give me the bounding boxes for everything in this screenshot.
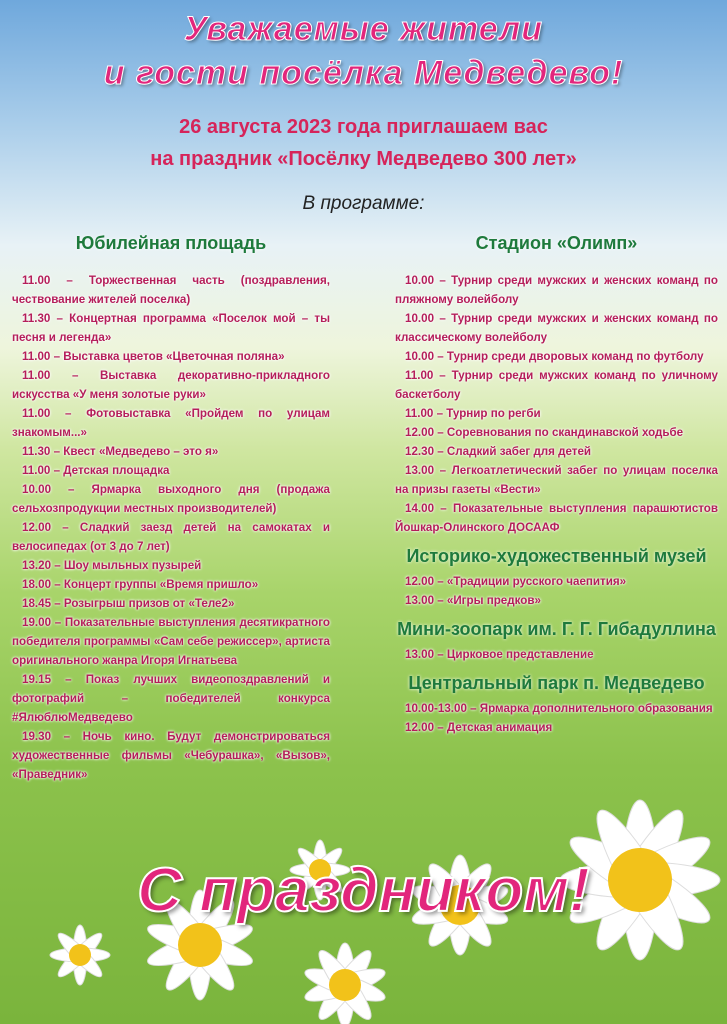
schedule-item: 13.20 – Шоу мыльных пузырей bbox=[22, 559, 202, 572]
schedule-item: 13.00 – Легкоатлетический забег по улицам поселка на призы газеты «Вести» bbox=[395, 464, 718, 496]
schedule-item: 13.00 – «Игры предков» bbox=[405, 594, 541, 607]
schedule-item: 18.45 – Розыгрыш призов от «Теле2» bbox=[22, 597, 235, 610]
program-label: В программе: bbox=[302, 193, 425, 214]
right-column bbox=[395, 232, 718, 737]
schedule-item: 11.00 – Турнир по регби bbox=[405, 407, 541, 420]
museum-schedule bbox=[395, 572, 718, 610]
jubilee-square-schedule bbox=[12, 271, 330, 784]
stadium-schedule bbox=[395, 271, 718, 537]
schedule-item: 11.30 – Концертная программа «Поселок мой – ты песня и легенда» bbox=[12, 312, 330, 344]
schedule-item: 11.00 – Детская площадка bbox=[22, 464, 170, 477]
heading-stadium: Стадион «Олимп» bbox=[475, 233, 638, 253]
schedule-item: 19.00 – Показательные выступления десятикратного победителя программы «Сам себе режиссер», артиста оригинального жанра Игоря Игнатьева bbox=[12, 616, 330, 667]
schedule-item: 10.00 – Турнир среди мужских и женских команд по пляжному волейболу bbox=[395, 274, 718, 306]
heading-mini-zoo: Мини-зоопарк им. Г. Г. Гибадуллина bbox=[397, 619, 716, 639]
title-line-1: Уважаемые жители bbox=[184, 10, 543, 48]
schedule-item: 10.00-13.00 – Ярмарка дополнительного образования bbox=[405, 702, 713, 715]
schedule-item: 10.00 – Турнир среди дворовых команд по футболу bbox=[405, 350, 704, 363]
schedule-item: 18.00 – Концерт группы «Время пришло» bbox=[22, 578, 259, 591]
greeting-banner: С праздником! bbox=[137, 856, 590, 925]
schedule-item: 12.00 – Соревнования по скандинавской ходьбе bbox=[405, 426, 684, 439]
schedule-item: 19.30 – Ночь кино. Будут демонстрироваться художественные фильмы «Чебурашка», «Вызов», «Праведник» bbox=[12, 730, 330, 781]
schedule-item: 12.00 – «Традиции русского чаепития» bbox=[405, 575, 627, 588]
schedule-item: 11.00 – Турнир среди мужских команд по уличному баскетболу bbox=[395, 369, 718, 401]
schedule-item: 11.00 – Фотовыставка «Пройдем по улицам знакомым...» bbox=[12, 407, 330, 439]
schedule-item: 14.00 – Показательные выступления парашютистов Йошкар-Олинского ДОСААФ bbox=[395, 502, 718, 534]
title-line-2: и гости посёлка Медведево! bbox=[103, 54, 624, 92]
schedule-item: 11.00 – Торжественная часть (поздравления, чествование жителей поселка) bbox=[12, 274, 330, 306]
subtitle-line-2: на праздник «Посёлку Медведево 300 лет» bbox=[150, 148, 577, 170]
schedule-item: 12.00 – Сладкий заезд детей на самокатах и велосипедах (от 3 до 7 лет) bbox=[12, 521, 330, 553]
left-column bbox=[12, 232, 330, 784]
schedule-item: 12.30 – Сладкий забег для детей bbox=[405, 445, 592, 458]
schedule-item: 11.00 – Выставка цветов «Цветочная поляна» bbox=[22, 350, 285, 363]
heading-central-park: Центральный парк п. Медведево bbox=[408, 673, 705, 693]
schedule-item: 10.00 – Ярмарка выходного дня (продажа сельхозпродукции местных производителей) bbox=[12, 483, 330, 515]
subtitle-line-1: 26 августа 2023 года приглашаем вас bbox=[179, 116, 548, 138]
schedule-item: 13.00 – Цирковое представление bbox=[405, 648, 594, 661]
schedule-item: 11.30 – Квест «Медведево – это я» bbox=[22, 445, 219, 458]
park-schedule bbox=[395, 699, 718, 737]
schedule-item: 19.15 – Показ лучших видеопоздравлений и фотографий – победителей конкурса #ЯлюблюМедведево bbox=[12, 673, 330, 724]
schedule-item: 12.00 – Детская анимация bbox=[405, 721, 553, 734]
schedule-item: 10.00 – Турнир среди мужских и женских команд по классическому волейболу bbox=[395, 312, 718, 344]
heading-jubilee-square: Юбилейная площадь bbox=[75, 233, 267, 253]
heading-museum: Историко-художественный музей bbox=[406, 546, 707, 566]
schedule-item: 11.00 – Выставка декоративно-прикладного искусства «У меня золотые руки» bbox=[12, 369, 330, 401]
zoo-schedule bbox=[395, 645, 718, 664]
